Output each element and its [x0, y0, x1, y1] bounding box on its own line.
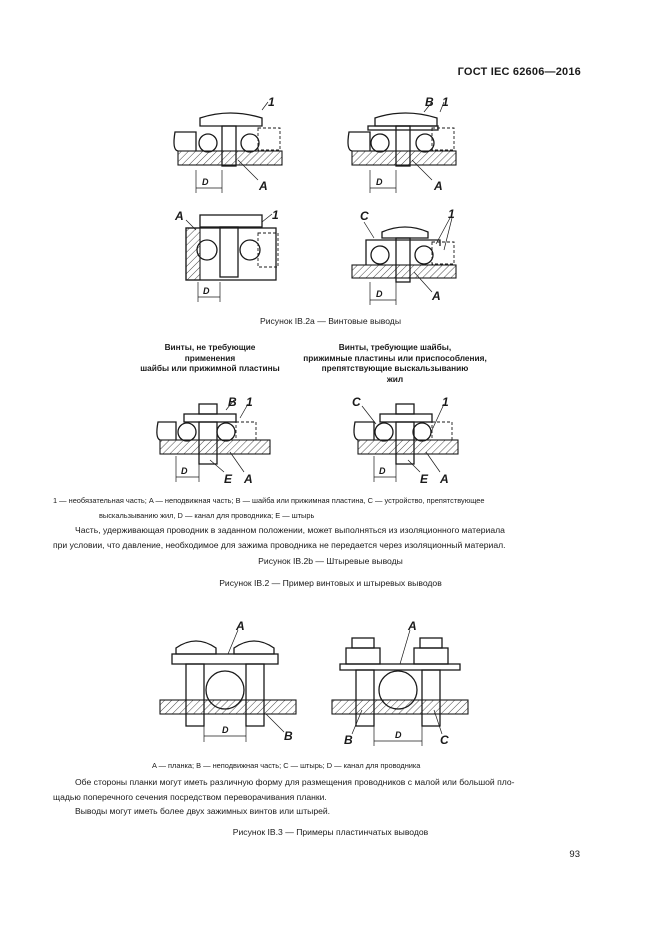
label-a: A [440, 472, 449, 486]
page-number: 93 [569, 849, 580, 860]
screw-terminal-3 [174, 208, 279, 302]
label-1: 1 [442, 95, 449, 109]
label-d: D [181, 466, 188, 476]
figure-ib2b-legend: 1 — необязательная часть; A — неподвижная часть; B — шайба или прижимная пластина, C — устройство, препятствующее выскальзыванию жил, D — канал для проводника; E — штырь [53, 496, 485, 520]
saddle-terminal-pillars [332, 619, 468, 747]
label-a: A [408, 619, 417, 633]
label-b: B [344, 733, 353, 747]
label-1: 1 [272, 208, 279, 222]
standard-header: ГОСТ IEC 62606—2016 [457, 66, 581, 78]
label-a: A [432, 289, 441, 303]
label-a: A [236, 619, 245, 633]
label-1: 1 [246, 395, 253, 409]
label-c: C [440, 733, 449, 747]
figure-ib2b-caption: Рисунок IB.2b — Штыревые выводы [258, 556, 403, 566]
screw-terminal-1 [174, 95, 282, 193]
label-c: C [352, 395, 361, 409]
left-column-heading: Винты, не требующие применения шайбы или прижимной пластины [140, 342, 280, 373]
label-a: A [175, 209, 184, 223]
label-d: D [222, 725, 229, 735]
label-b: B [228, 395, 237, 409]
label-d: D [202, 177, 209, 187]
label-e: E [224, 472, 233, 486]
label-d: D [376, 289, 383, 299]
label-d: D [379, 466, 386, 476]
pillar-terminal-1 [157, 395, 270, 486]
screw-terminal-4 [352, 207, 456, 305]
label-e: E [420, 472, 429, 486]
saddle-paragraph: Обе стороны планки могут иметь различную форму для размещения проводников с малой или большой пло- щадью поперечного сечения посредством переворачивания планки. Выводы могут иметь более двух зажимных винтов или штырей. [53, 777, 515, 816]
figure-ib3-legend: A — планка; B — неподвижная часть; C — штырь; D — канал для проводника [152, 761, 421, 770]
label-d: D [376, 177, 383, 187]
right-column-heading: Винты, требующие шайбы, прижимные пластины или приспособления, препятствующие выскальзыванию жил [303, 342, 487, 384]
insulation-paragraph: Часть, удерживающая проводник в заданном положении, может выполняться из изоляционного материала при условии, что давление, необходимое для зажима проводника не передается через изоляционный материал. [53, 525, 506, 550]
figure-ib2a [0, 0, 661, 330]
label-b: B [284, 729, 293, 743]
label-a: A [259, 179, 268, 193]
label-a: A [244, 472, 253, 486]
label-b: B [425, 95, 434, 109]
label-1: 1 [268, 95, 275, 109]
saddle-terminal-screws [160, 619, 296, 743]
label-1: 1 [442, 395, 449, 409]
label-1: 1 [448, 207, 455, 221]
screw-terminal-2 [348, 95, 456, 193]
figure-ib3-caption: Рисунок IB.3 — Примеры пластинчатых выводов [232, 827, 429, 837]
figure-ib2-caption: Рисунок IB.2 — Пример винтовых и штыревых выводов [219, 578, 442, 588]
label-c: C [360, 209, 369, 223]
label-d: D [395, 730, 402, 740]
figure-ib2b [0, 390, 661, 490]
figure-ib2a-caption: Рисунок IB.2a — Винтовые выводы [259, 316, 402, 326]
figure-ib3 [0, 610, 661, 750]
pillar-terminal-2 [352, 395, 458, 486]
label-a: A [434, 179, 443, 193]
label-d: D [203, 286, 210, 296]
